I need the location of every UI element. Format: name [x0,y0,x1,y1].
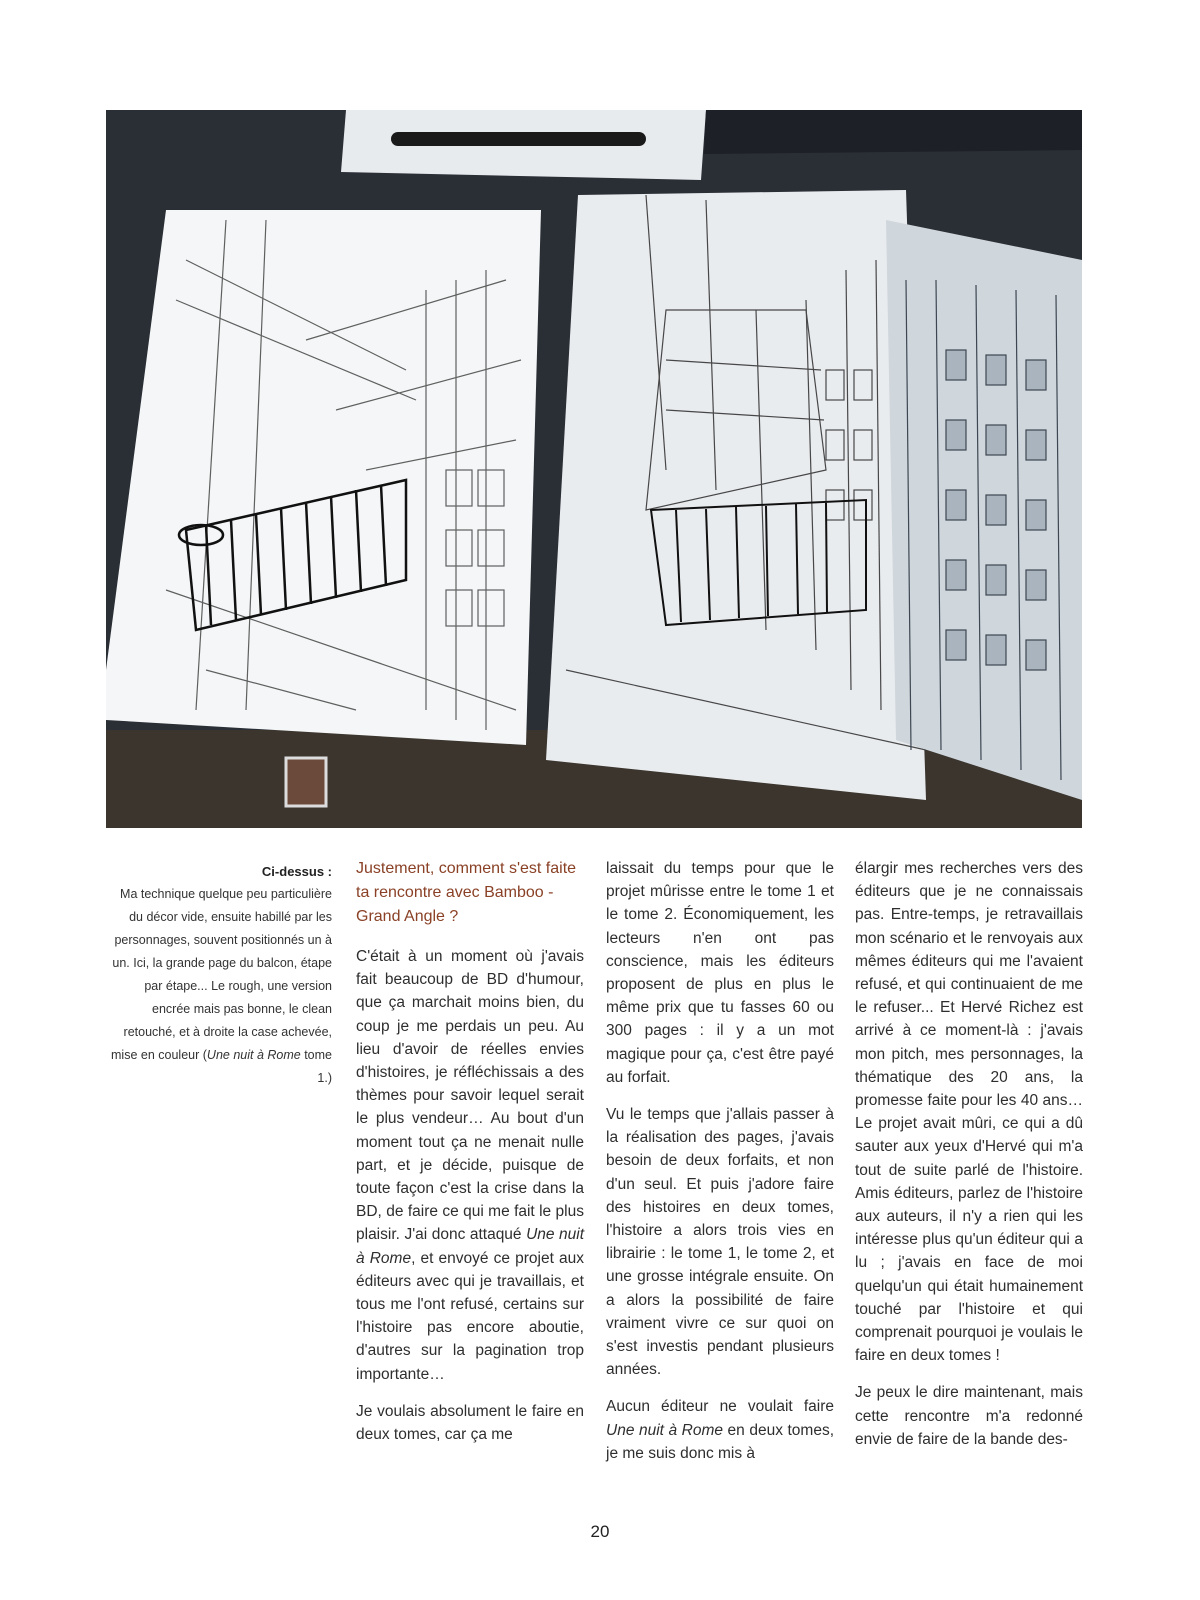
paragraph: élargir mes recherches vers des éditeurs que je ne connaissais pas. Entre-temps, je retravaillais mon scénario et le renvoyais aux mêmes éditeurs qui me l'avaient refusé, et qui continuaient de me le refuser... Et Hervé Richez est arrivé à ce moment-là : j'avais mon pitch, mes personnages, la thématique des 20 ans, la promesse faite pour les 40 ans… Le projet avait mûri, ce qui a dû sauter aux yeux d'Hervé qui m'a tout de suite parlé de l'histoire. Amis éditeurs, parlez de l'histoire aux auteurs, il n'y a rien qui les intéresse plus qu'un éditeur qui a lu ; j'avais en face de moi quelqu'un qui était humainement touché par l'histoire et qui comprenait pourquoi je voulais le faire en deux tomes ! [855,860,1083,1365]
article-column-3 [855,857,1083,1465]
caption-text: Ma technique quelque peu particulière du décor vide, ensuite habillé par les personnages, souvent positionnés un à un. Ici, la grande page du balcon, étape par étape... Le rough, une version encrée mais pas bonne, le clean retouché, et à droite la case achevée, mise en couleur [111,887,332,1062]
caption-body [110,883,332,1090]
paragraph-text: en deux tomes, je me suis donc mis à [606,1421,834,1462]
caption-title: Ci-dessus : [261,864,332,879]
sketches-photo [106,110,1082,828]
paragraph-text: C'était à un moment où j'avais fait beaucoup de BD d'humour, que ça marchait moins bien, du coup je me perdais un peu. Au lieu d'avoir de réelles envies d'histoires, je réfléchissais a des thèmes pour savoir lequel serait le plus vendeur… Au bout d'un moment tout ça ne menait nulle part, et je décide, puisque de toute façon c'est la crise dans la BD, de faire ce qui me fait le plus plaisir. J'ai donc attaqué [356,948,584,1244]
caption-ref-title: Une nuit à Rome [206,1048,301,1062]
interview-question: Justement, comment s'est faite ta rencontre avec Bamboo - Grand Angle ? [356,860,577,925]
book-title: Une nuit à Rome [606,1421,724,1439]
paragraph: Je voulais absolument le faire en deux tomes, car ça me [356,1402,584,1444]
paragraph: Je peux le dire maintenant, mais cette rencontre m'a redonné envie de faire de la bande des- [855,1384,1083,1448]
book-title: Une nuit à Rome [356,1226,584,1267]
caption-ref-rest: tome 1.) [300,1048,332,1085]
paragraph: Vu le temps que j'allais passer à la réalisation des pages, j'avais besoin de deux forfaits, et non d'un seul. Et puis j'adore faire des histoires en deux tomes, l'histoire a alors trois vies en librairie : le tome 1, le tome 2, et une grosse intégrale ensuite. On a alors la possibilité de faire vraiment vivre ce sur quoi on s'est investis pendant plusieurs années. [606,1106,834,1379]
article-column-1 [356,857,584,1460]
paragraph [606,1395,834,1465]
photo-caption [110,860,332,1090]
paragraph [356,945,584,1386]
caption-ref-open: ( [202,1048,207,1062]
article-column-2 [606,857,834,1479]
paragraph-text: Aucun éditeur ne voulait faire [606,1398,834,1416]
paragraph-text: , et envoyé ce projet aux éditeurs avec qui je travaillais, et tous me l'ont refusé, certains sur l'histoire pas encore aboutie, d'autres sur la pagination trop importante… [356,1249,584,1383]
drawing-sketches-illustration [106,110,1082,828]
page-number: 20 [590,1522,610,1541]
paragraph: laissait du temps pour que le projet mûrisse entre le tome 1 et le tome 2. Économiquement, les lecteurs n'en ont pas conscience, mais les éditeurs proposent de plus en plus le même prix que tu fasses 60 ou 300 pages : il y a un mot magique pour ça, c'est être payé au forfait. [606,860,834,1086]
